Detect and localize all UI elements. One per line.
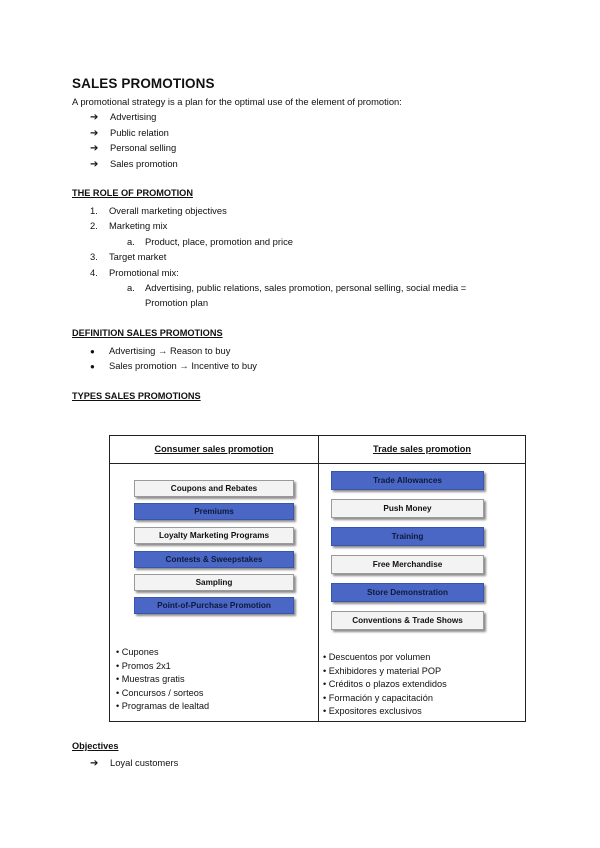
list-item: 4. Promotional mix: bbox=[90, 267, 179, 278]
trade-box-store-demonstration: Store Demonstration bbox=[331, 583, 484, 602]
intro-text: A promotional strategy is a plan for the optimal use of the element of promotion: bbox=[72, 96, 402, 107]
list-item: • Expositores exclusivos bbox=[323, 706, 422, 717]
section-heading-objectives: Objectives bbox=[72, 741, 119, 751]
list-subitem: a. Advertising, public relations, sales promotion, personal selling, social media = bbox=[127, 282, 467, 293]
consumer-box-contests: Contests & Sweepstakes bbox=[134, 551, 294, 568]
trade-box-allowances: Trade Allowances bbox=[331, 471, 484, 490]
list-item: • Formación y capacitación bbox=[323, 692, 433, 703]
promotion-types-table bbox=[109, 435, 526, 722]
list-subitem-continued: Promotion plan bbox=[145, 297, 209, 308]
arrow-icon: ➔ bbox=[90, 159, 99, 170]
list-item: • Descuentos por volumen bbox=[323, 652, 431, 662]
list-item: • Exhibidores y material POP bbox=[323, 665, 442, 676]
list-item: 3. Target market bbox=[90, 251, 167, 262]
section-heading-definition: DEFINITION SALES PROMOTIONS bbox=[72, 328, 223, 338]
consumer-box-sampling: Sampling bbox=[134, 574, 294, 591]
consumer-examples-list bbox=[116, 646, 209, 714]
arrow-icon: ➔ bbox=[90, 112, 99, 123]
bullet-icon: ● bbox=[90, 362, 95, 371]
trade-examples-list bbox=[323, 651, 447, 719]
list-item: • Créditos o plazos extendidos bbox=[323, 679, 447, 690]
consumer-column-header: Consumer sales promotion bbox=[154, 444, 274, 454]
list-item: • Programas de lealtad bbox=[116, 701, 210, 712]
consumer-box-premiums: Premiums bbox=[134, 503, 294, 520]
list-item: • Promos 2x1 bbox=[116, 660, 171, 671]
consumer-box-pop: Point-of-Purchase Promotion bbox=[134, 597, 294, 614]
bullet-icon: ● bbox=[90, 347, 95, 356]
list-item: • Muestras gratis bbox=[116, 674, 185, 685]
section-heading-types: TYPES SALES PROMOTIONS bbox=[72, 391, 201, 401]
list-item: 1. Overall marketing objectives bbox=[90, 205, 227, 216]
list-item: 2. Marketing mix bbox=[90, 220, 168, 231]
trade-box-conventions: Conventions & Trade Shows bbox=[331, 611, 484, 630]
table-divider bbox=[318, 436, 319, 721]
trade-box-free-merchandise: Free Merchandise bbox=[331, 555, 484, 574]
list-item: ● Advertising → Reason to buy bbox=[90, 345, 231, 356]
intro-item: ➔ Advertising bbox=[90, 111, 157, 123]
consumer-box-loyalty: Loyalty Marketing Programs bbox=[134, 527, 294, 544]
list-item: ➔ Loyal customers bbox=[90, 757, 179, 769]
arrow-icon: ➔ bbox=[90, 758, 99, 769]
page-title: SALES PROMOTIONS bbox=[72, 76, 215, 91]
list-subitem: a. Product, place, promotion and price bbox=[127, 236, 293, 247]
trade-box-push-money: Push Money bbox=[331, 499, 484, 518]
intro-item: ➔ Sales promotion bbox=[90, 158, 178, 170]
trade-box-training: Training bbox=[331, 527, 484, 546]
arrow-icon: ➔ bbox=[90, 143, 99, 154]
intro-item: ➔ Personal selling bbox=[90, 142, 177, 154]
list-item: • Concursos / sorteos bbox=[116, 687, 204, 698]
table-header-rule bbox=[110, 463, 525, 464]
list-item: ● Sales promotion → Incentive to buy bbox=[90, 360, 257, 371]
intro-item: ➔ Public relation bbox=[90, 127, 169, 139]
arrow-icon: ➔ bbox=[90, 128, 99, 139]
section-heading-role: THE ROLE OF PROMOTION bbox=[72, 188, 193, 198]
list-item: • Cupones bbox=[116, 647, 159, 657]
trade-column-header: Trade sales promotion bbox=[372, 444, 472, 454]
consumer-box-coupons: Coupons and Rebates bbox=[134, 480, 294, 497]
